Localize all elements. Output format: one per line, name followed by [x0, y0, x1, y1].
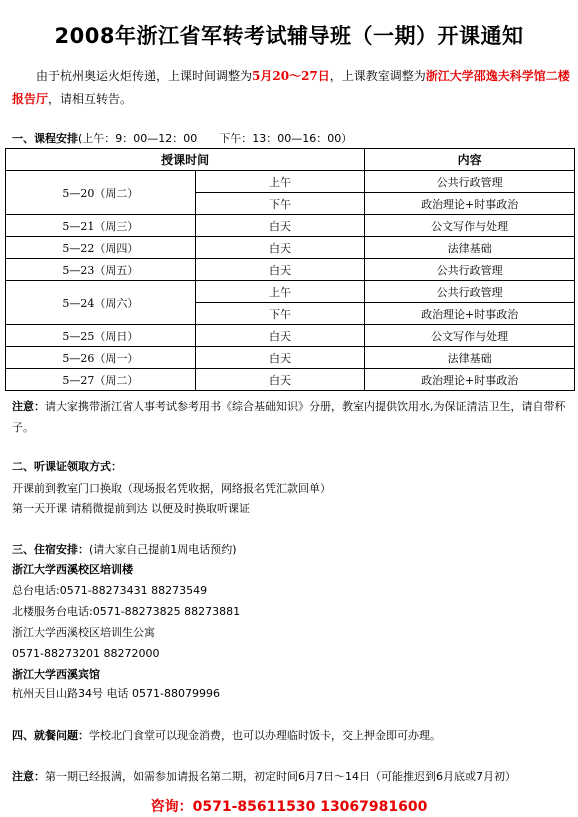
cell-period: 上午: [195, 171, 365, 193]
section-dining: [12, 725, 572, 746]
table-row: [6, 281, 575, 303]
contact-line: 咨询：0571-85611530 13067981600: [150, 799, 428, 815]
note-books: [12, 396, 572, 438]
section-course-title: 一、课程安排: [12, 132, 78, 145]
intro-dates: 5月20～27日: [252, 69, 330, 83]
intro-room: 浙江大学邵逸夫科学馆二楼报告厅: [12, 69, 570, 106]
section-dining-heading: 四、就餐问题：: [12, 729, 89, 742]
lodging-phone-2: 北楼服务台电话:0571-88273825 88273881: [12, 605, 241, 618]
cell-period: 白天: [195, 237, 365, 259]
cell-content: 政治理论+时事政治: [365, 303, 575, 325]
cell-content: 法律基础: [365, 347, 575, 369]
section-pass-line-2: 第一天开课 请稍微提前到达 以便及时换取听课证: [12, 502, 250, 515]
table-row: [6, 325, 575, 347]
cell-date: 5—27（周二）: [6, 369, 196, 391]
note-books-text: 请大家携带浙江省人事考试参考用书《综合基础知识》分册，教室内提供饮用水,为保证清洁卫生，请自带杯子。: [12, 400, 566, 434]
note-registration-text: 第一期已经报满，如需参加请报名第二期，初定时间6月7日～14日（可能推迟到6月底或7月初）: [45, 770, 516, 783]
cell-content: 政治理论+时事政治: [365, 369, 575, 391]
table-row: [6, 215, 575, 237]
cell-date: 5—25（周日）: [6, 325, 196, 347]
schedule-header-row: [6, 149, 575, 171]
cell-content: 公共行政管理: [365, 259, 575, 281]
section-lodging-note: (请大家自己提前1周电话预约): [89, 543, 237, 556]
section-lodging: [12, 539, 572, 560]
cell-content: 公文写作与处理: [365, 215, 575, 237]
section-course-heading: [12, 130, 352, 146]
lodging-place-3: 浙江大学西溪宾馆: [12, 668, 100, 681]
lodging-phone-1: 总台电话:0571-88273431 88273549: [12, 584, 208, 597]
cell-period: 下午: [195, 193, 365, 215]
schedule-table: [5, 148, 575, 391]
cell-content: 公共行政管理: [365, 281, 575, 303]
intro-text-2: ，上课教室调整为: [329, 69, 426, 83]
cell-date: 5—24（周六）: [6, 281, 196, 325]
intro-text-3: ，请相互转告。: [48, 92, 133, 106]
section-course-times: (上午：9：00—12：00 下午：13：00—16：00）: [78, 132, 353, 145]
header-time: 授课时间: [6, 149, 365, 171]
cell-period: 上午: [195, 281, 365, 303]
intro-paragraph: [12, 65, 572, 111]
cell-date: 5—21（周三）: [6, 215, 196, 237]
lodging-place-2: 浙江大学西溪校区培训生公寓: [12, 626, 155, 639]
cell-content: 法律基础: [365, 237, 575, 259]
cell-content: 政治理论+时事政治: [365, 193, 575, 215]
lodging-phone-3: 0571-88273201 88272000: [12, 647, 160, 660]
section-pass-heading: 二、听课证领取方式：: [12, 460, 122, 473]
cell-date: 5—22（周四）: [6, 237, 196, 259]
table-row: [6, 171, 575, 193]
note-registration: [12, 766, 572, 787]
note-registration-label: 注意：: [12, 770, 45, 783]
table-row: [6, 237, 575, 259]
section-pass-line-1: 开课前到教室门口换取（现场报名凭收据，网络报名凭汇款回单）: [12, 482, 331, 495]
table-row: [6, 369, 575, 391]
table-row: [6, 259, 575, 281]
lodging-address-3: 杭州天目山路34号 电话 0571-88079996: [12, 687, 220, 700]
cell-date: 5—26（周一）: [6, 347, 196, 369]
cell-date: 5—23（周五）: [6, 259, 196, 281]
intro-text-1: 由于杭州奥运火炬传递，上课时间调整为: [36, 69, 253, 83]
cell-period: 白天: [195, 347, 365, 369]
cell-period: 白天: [195, 215, 365, 237]
table-row: [6, 347, 575, 369]
section-lodging-heading: 三、住宿安排：: [12, 543, 89, 556]
cell-content: 公共行政管理: [365, 171, 575, 193]
note-books-label: 注意：: [12, 400, 45, 413]
header-content: 内容: [365, 149, 575, 171]
page-title: 2008年浙江省军转考试辅导班（一期）开课通知: [54, 24, 524, 48]
cell-period: 下午: [195, 303, 365, 325]
cell-period: 白天: [195, 325, 365, 347]
cell-period: 白天: [195, 369, 365, 391]
lodging-place-1: 浙江大学西溪校区培训楼: [12, 563, 133, 576]
section-dining-text: 学校北门食堂可以现金消费，也可以办理临时饭卡，交上押金即可办理。: [89, 729, 441, 742]
section-pass: [12, 456, 572, 477]
cell-content: 公文写作与处理: [365, 325, 575, 347]
cell-date: 5—20（周二）: [6, 171, 196, 215]
cell-period: 白天: [195, 259, 365, 281]
